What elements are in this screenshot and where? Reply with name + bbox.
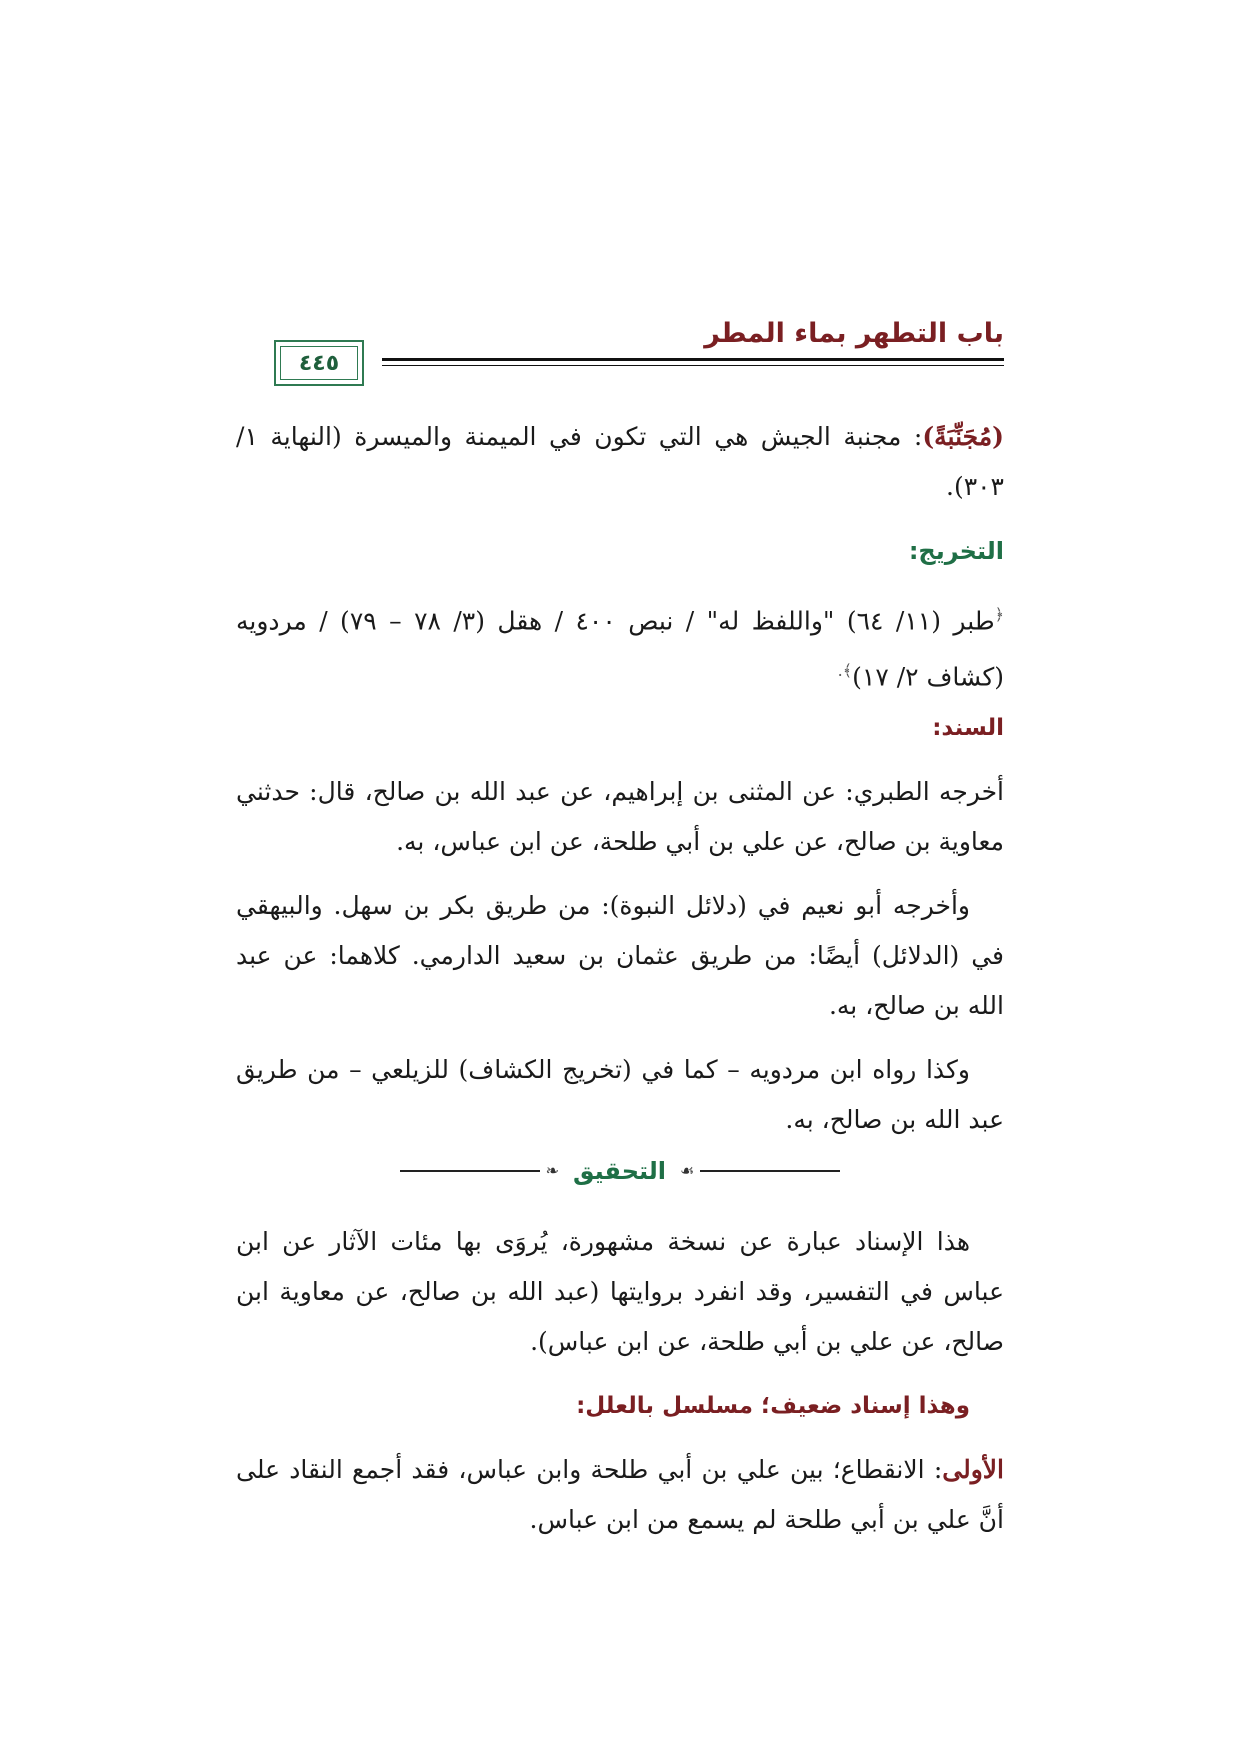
- takhrij-paragraph: [236, 590, 1004, 703]
- ornament-icon: ❧: [545, 1160, 559, 1180]
- takhrij-heading: التخريج:: [908, 537, 1004, 565]
- spacer: [236, 753, 1004, 767]
- divider-rule-left: [400, 1170, 540, 1172]
- ornate-bracket-close: ﴾.: [837, 661, 853, 681]
- page-content: [236, 412, 1004, 1545]
- first-defect-term: الأولى: [942, 1454, 1004, 1484]
- spacer: [236, 1031, 1004, 1045]
- takhrij-text: طبر (١١/ ٦٤) "واللفظ له" / نبص ٤٠٠ / هقل (٣/ ٧٨ – ٧٩) / مردويه (كشاف ٢/ ١٧): [236, 606, 1004, 692]
- divider-rule-right: [700, 1170, 840, 1172]
- chapter-title: باب التطهر بماء المطر: [704, 318, 1004, 349]
- spacer: [236, 576, 1004, 590]
- definition-paragraph: [236, 412, 1004, 512]
- tahqiq-divider: [236, 1145, 1004, 1197]
- definition-term: (مُجَنِّبَةً): [922, 422, 1004, 451]
- spacer: [236, 1197, 1004, 1217]
- ornate-bracket-open: ﴿: [994, 605, 1005, 624]
- sanad-paragraph-1: أخرجه الطبري: عن المثنى بن إبراهيم، عن عبد الله بن صالح، قال: حدثني معاوية بن صالح، عن علي بن أبي طلحة، عن ابن عباس، به.: [236, 776, 1004, 856]
- definition-text: : مجنبة الجيش هي التي تكون في الميمنة والميسرة (النهاية ١/ ٣٠٣).: [236, 422, 1004, 501]
- weak-isnad-heading: وهذا إسناد ضعيف؛ مسلسل بالعلل:: [576, 1392, 970, 1419]
- first-defect-text: : الانقطاع؛ بين علي بن أبي طلحة وابن عباس، فقد أجمع النقاد على أنَّ علي بن أبي طلحة لم يسمع من ابن عباس.: [236, 1454, 1004, 1534]
- page-number: ٤٤٥: [298, 350, 340, 376]
- sanad-paragraph-3: وكذا رواه ابن مردويه – كما في (تخريج الكشاف) للزيلعي – من طريق عبد الله بن صالح، به.: [236, 1054, 1004, 1134]
- spacer: [236, 1367, 1004, 1381]
- ornament-icon: ☙: [680, 1160, 695, 1180]
- sanad-paragraph-2: وأخرجه أبو نعيم في (دلائل النبوة): من طريق بكر بن سهل. والبيهقي في (الدلائل) أيضًا: من طريق عثمان بن سعيد الدارمي. كلاهما: عن عبد الله بن صالح، به.: [236, 890, 1004, 1020]
- first-defect-paragraph: [236, 1445, 1004, 1545]
- spacer: [236, 1431, 1004, 1445]
- tahqiq-paragraph: هذا الإسناد عبارة عن نسخة مشهورة، يُروَى بها مئات الآثار عن ابن عباس في التفسير، وقد انفرد بروايتها (عبد الله بن صالح، عن معاوية ابن صالح، عن علي بن أبي طلحة، عن ابن عباس).: [236, 1226, 1004, 1356]
- page-number-badge: [274, 340, 364, 386]
- spacer: [236, 512, 1004, 526]
- spacer: [236, 867, 1004, 881]
- tahqiq-heading: التحقيق: [573, 1156, 667, 1185]
- page-header: [232, 318, 1004, 388]
- sanad-heading: السند:: [932, 714, 1004, 741]
